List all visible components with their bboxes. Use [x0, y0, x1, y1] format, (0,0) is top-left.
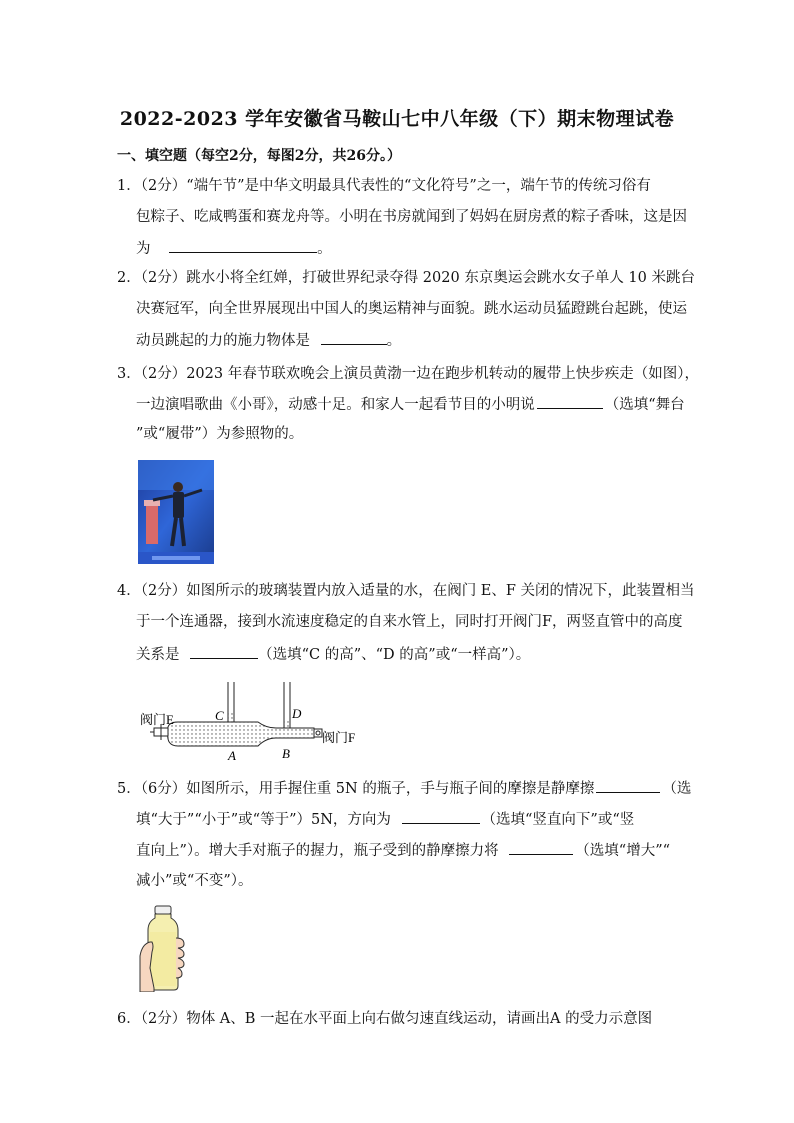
q4-text-b: （选填“C 的高”、“D 的高”或“一样高”）。 — [258, 647, 531, 663]
point-b-label: B — [282, 746, 290, 761]
q1-line-1: 1．（2分）“端午节”是中华文明最具代表性的“文化符号”之一，端午节的传统习俗有 — [117, 178, 651, 194]
q3-text-b: （选填“舞台 — [604, 397, 685, 413]
exam-title: 2022-2023 学年安徽省马鞍山七中八年级（下）期末物理试卷 — [119, 108, 675, 130]
tube-d-label: D — [292, 706, 302, 721]
q5-bottle-in-hand-figure — [138, 904, 190, 992]
q5-text-a: 5．（6分）如图所示，用手握住重 5N 的瓶子，手与瓶子间的摩擦是静摩擦 — [117, 781, 595, 797]
q5-text-d: （选填“竖直向下”或“竖 — [481, 812, 635, 828]
q3-line-2 — [136, 394, 685, 415]
valve-f-label: 阀门F — [322, 730, 356, 745]
q4-line-2: 于一个连通器，接到水流速度稳定的自来水管上，同时打开阀门F，两竖直管中的高度 — [136, 614, 683, 630]
q3-stage-photo — [138, 460, 214, 564]
q5-text-f: （选填“增大”“ — [575, 843, 671, 859]
q3-line-1: 3．（2分）2023 年春节联欢晚会上演员黄渤一边在跑步机转动的履带上快步疾走（如图）， — [117, 366, 699, 382]
q5-answer-blank-3[interactable] — [509, 840, 573, 855]
q2-line-1: 2．（2分）跳水小将全红婵，打破世界纪录夺得 2020 东京奥运会跳水女子单人 10 米跳台 — [117, 270, 695, 286]
q5-text-e: 直向上”）。增大手对瓶子的握力，瓶子受到的静摩擦力将 — [136, 843, 499, 859]
q2-answer-blank[interactable] — [321, 330, 387, 345]
q5-line-4: 减小”或“不变”）。 — [136, 873, 253, 889]
q1-answer-blank[interactable] — [169, 238, 317, 253]
q5-line-2 — [136, 809, 634, 830]
q1-line-2: 包粽子、吃咸鸭蛋和赛龙舟等。小明在书房就闻到了妈妈在厨房煮的粽子香味，这是因 — [136, 209, 687, 225]
q4-connected-vessel-diagram — [138, 676, 368, 768]
q4-line-1: 4．（2分）如图所示的玻璃装置内放入适量的水，在阀门 E、F 关闭的情况下，此装置相当 — [117, 583, 695, 599]
q4-line-3 — [136, 644, 530, 665]
q6-line-1: 6．（2分）物体 A、B 一起在水平面上向右做匀速直线运动，请画出A 的受力示意图 — [117, 1011, 653, 1027]
q4-text-a: 关系是 — [136, 647, 180, 663]
q5-text-b: （选 — [662, 781, 692, 797]
q1-line-3 — [136, 238, 332, 259]
section-heading: 一、填空题（每空2分，每图2分，共26分。） — [117, 148, 401, 164]
q2-text-a: 动员跳起的力的施力物体是 — [136, 333, 310, 349]
q2-line-3 — [136, 330, 401, 351]
q5-line-1 — [117, 778, 691, 799]
q2-line-2: 决赛冠军，向全世界展现出中国人的奥运精神与面貌。跳水运动员猛蹬跳台起跳，使运 — [136, 301, 687, 317]
q5-answer-blank-2[interactable] — [402, 809, 480, 824]
q5-answer-blank-1[interactable] — [596, 778, 660, 793]
q1-text-b: 。 — [317, 241, 332, 257]
q4-answer-blank[interactable] — [190, 644, 258, 659]
valve-e-label: 阀门E — [140, 712, 174, 727]
q3-answer-blank[interactable] — [537, 394, 603, 409]
q2-text-b: 。 — [386, 333, 402, 349]
q3-line-3: ”或“履带”）为参照物的。 — [136, 426, 304, 442]
q1-text-a: 为 — [136, 241, 151, 257]
point-a-label: A — [228, 748, 236, 763]
tube-c-label: C — [215, 708, 224, 723]
q3-text-a: 一边演唱歌曲《小哥》，动感十足。和家人一起看节目的小明说 — [136, 397, 535, 413]
q5-line-3 — [136, 840, 670, 861]
q5-text-c: 填“大于”“小于”或“等于”）5N，方向为 — [136, 812, 391, 828]
